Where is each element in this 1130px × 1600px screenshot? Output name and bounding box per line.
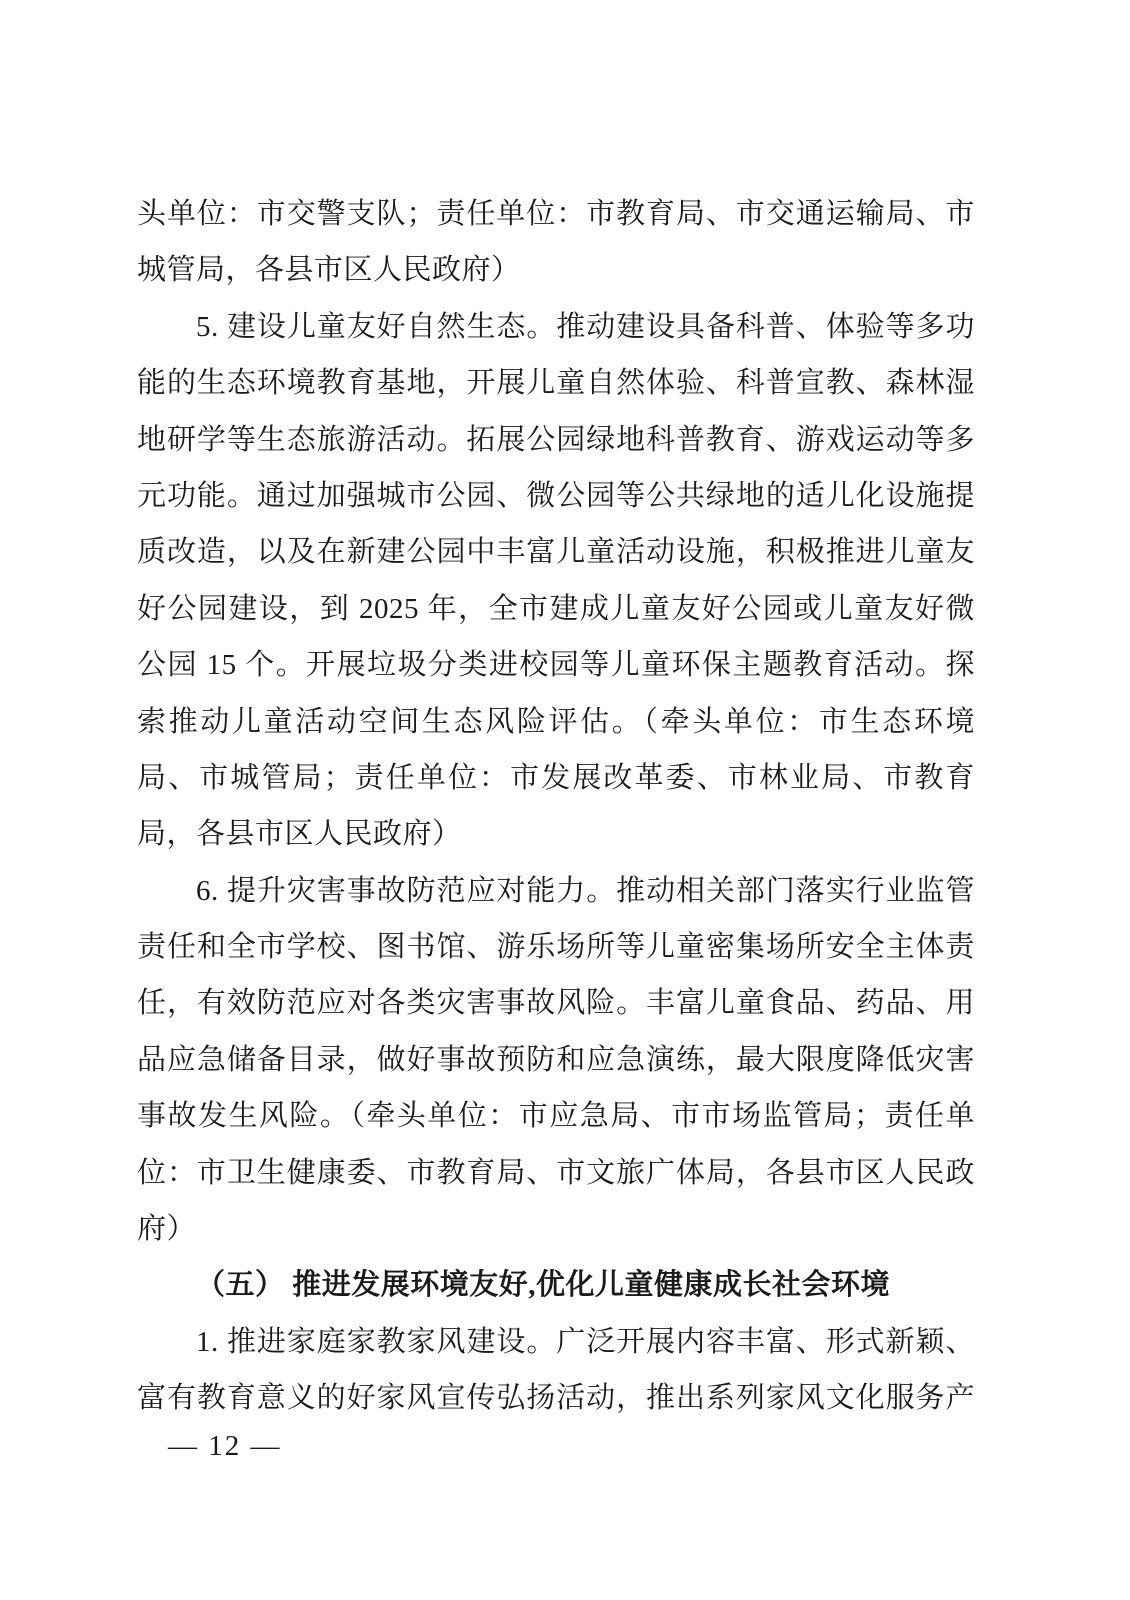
text-line: 6. 提升灾害事故防范应对能力。推动相关部门落实行业监管 — [196, 874, 975, 907]
text-line: 能的生态环境教育基地，开展儿童自然体验、科普宣教、森林湿 — [137, 367, 975, 400]
section-heading-line: （五） 推进发展环境友好,优化儿童健康成长社会环境 — [196, 1269, 891, 1302]
text-line: 富有教育意义的好家风宣传弘扬活动，推出系列家风文化服务产 — [137, 1382, 975, 1415]
text-line: 品应急储备目录，做好事故预防和应急演练，最大限度降低灾害 — [137, 1043, 975, 1076]
text-line: 局、市城管局；责任单位：市发展改革委、市林业局、市教育 — [137, 761, 975, 794]
text-line: 索推动儿童活动空间生态风险评估。（牵头单位：市生态环境 — [137, 705, 975, 738]
text-line: 1. 推进家庭家教家风建设。广泛开展内容丰富、形式新颖、 — [196, 1325, 975, 1358]
text-line: 好公园建设，到 2025 年，全市建成儿童友好公园或儿童友好微 — [137, 592, 975, 625]
text-line: 元功能。通过加强城市公园、微公园等公共绿地的适儿化设施提 — [137, 479, 975, 512]
text-line: 5. 建设儿童友好自然生态。推动建设具备科普、体验等多功 — [196, 310, 975, 343]
text-line: 任，有效防范应对各类灾害事故风险。丰富儿童食品、药品、用 — [137, 987, 975, 1020]
document-body — [137, 186, 975, 1427]
text-line: 局，各县市区人民政府） — [137, 818, 462, 851]
text-line: 位：市卫生健康委、市教育局、市文旅广体局，各县市区人民政 — [137, 1156, 975, 1189]
text-line: 地研学等生态旅游活动。拓展公园绿地科普教育、游戏运动等多 — [137, 423, 975, 456]
text-line: 事故发生风险。（牵头单位：市应急局、市市场监管局；责任单 — [137, 1100, 975, 1133]
text-line: 城管局，各县市区人民政府） — [137, 254, 521, 287]
page-number: — 12 — — [168, 1430, 282, 1462]
text-line: 头单位：市交警支队；责任单位：市教育局、市交通运输局、市 — [137, 198, 975, 230]
text-line: 府） — [137, 1213, 197, 1246]
text-line: 质改造，以及在新建公园中丰富儿童活动设施，积极推进儿童友 — [137, 536, 975, 569]
text-line: 公园 15 个。开展垃圾分类进校园等儿童环保主题教育活动。探 — [137, 649, 975, 682]
text-line: 责任和全市学校、图书馆、游乐场所等儿童密集场所安全主体责 — [137, 931, 975, 964]
